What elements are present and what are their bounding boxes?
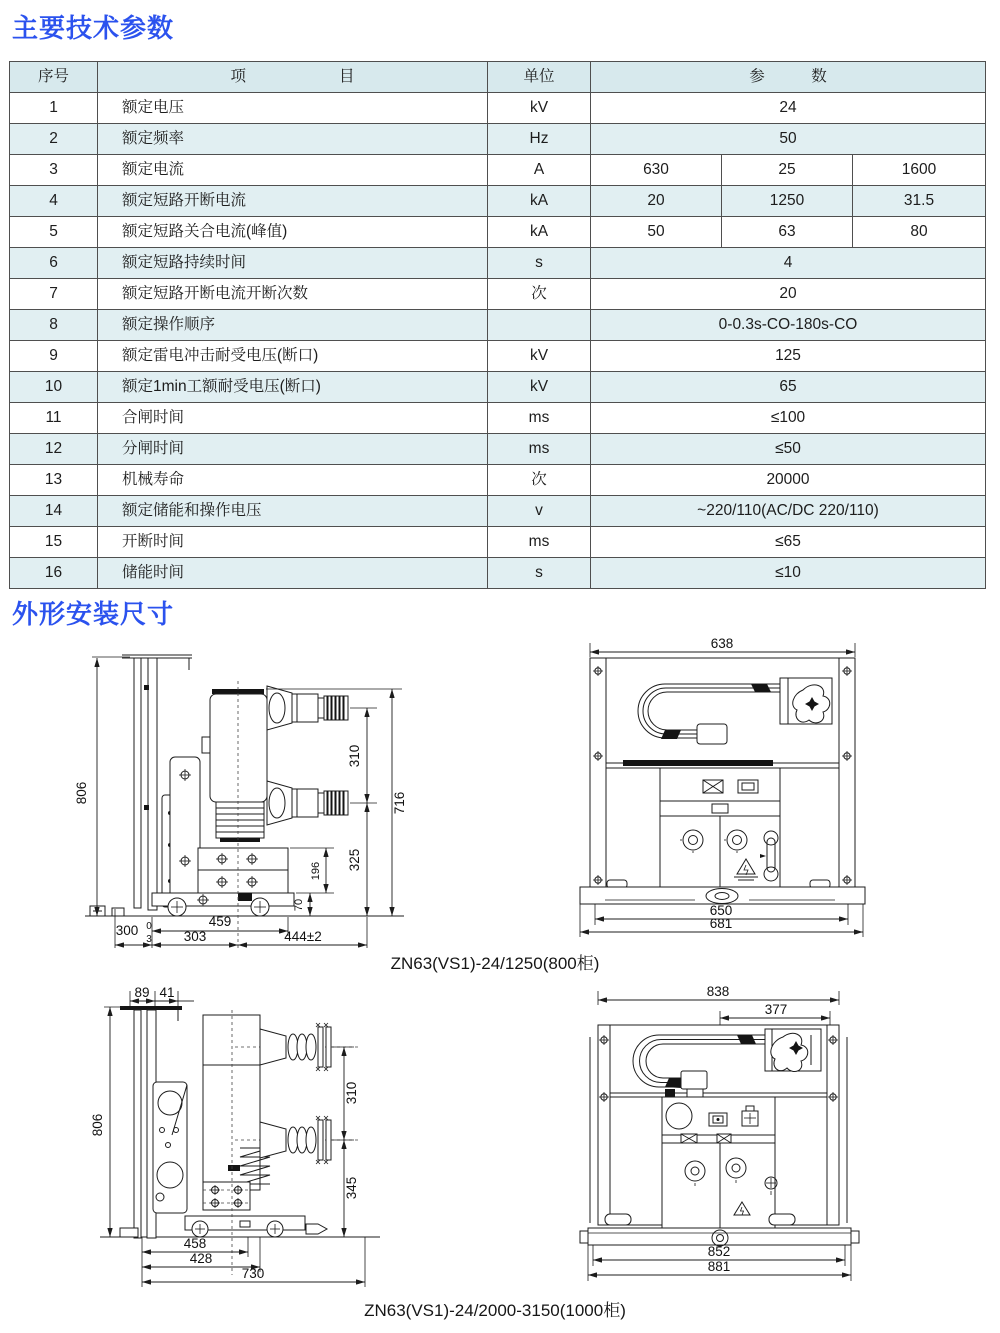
cell-value: ≤10: [591, 558, 986, 589]
cell-unit: kA: [488, 186, 591, 217]
table-row: [10, 124, 986, 155]
svg-text:303: 303: [183, 929, 207, 944]
svg-text:716: 716: [392, 791, 407, 815]
cell-value: 1250: [722, 186, 853, 217]
table-row: [10, 558, 986, 589]
drawing-1000-side-view: [90, 985, 500, 1295]
header-unit: 单位: [488, 62, 591, 93]
cell-unit: ms: [488, 403, 591, 434]
svg-text:806: 806: [90, 1113, 105, 1137]
cell-value: ≤50: [591, 434, 986, 465]
svg-text:325: 325: [347, 848, 362, 872]
cell-value: ~220/110(AC/DC 220/110): [591, 496, 986, 527]
cell-unit: 次: [488, 279, 591, 310]
cell-item: 额定电流: [98, 155, 488, 186]
cell-no: 9: [10, 341, 98, 372]
svg-text:681: 681: [709, 916, 733, 931]
cell-no: 2: [10, 124, 98, 155]
dimension-top: [590, 638, 855, 657]
plug-assembly: [765, 1029, 821, 1072]
cell-value: 25: [722, 155, 853, 186]
cell-value: ≤100: [591, 403, 986, 434]
table-row: [10, 496, 986, 527]
cell-item: 额定1min工额耐受电压(断口): [98, 372, 488, 403]
svg-text:881: 881: [707, 1259, 731, 1274]
cell-unit: 次: [488, 465, 591, 496]
cell-unit: A: [488, 155, 591, 186]
cell-unit: ms: [488, 527, 591, 558]
drawing-800-side-view: [70, 645, 470, 950]
svg-text:650: 650: [709, 903, 733, 918]
cell-item: 额定储能和操作电压: [98, 496, 488, 527]
cell-value: 65: [591, 372, 986, 403]
svg-text:196: 196: [310, 861, 322, 881]
svg-text:428: 428: [189, 1251, 213, 1266]
svg-text:0: 0: [146, 921, 152, 932]
svg-text:310: 310: [347, 744, 362, 768]
plug-assembly: [780, 678, 832, 724]
cell-no: 11: [10, 403, 98, 434]
svg-text:459: 459: [208, 914, 232, 929]
base-truck: [185, 1216, 327, 1237]
cell-no: 12: [10, 434, 98, 465]
cell-item: 分闸时间: [98, 434, 488, 465]
dimension-bottom: [580, 903, 863, 937]
cell-unit: s: [488, 248, 591, 279]
table-row: [10, 403, 986, 434]
table-row: [10, 155, 986, 186]
cell-item: 额定电压: [98, 93, 488, 124]
bolted-box: [198, 848, 288, 893]
lower-bushing: [267, 781, 348, 825]
svg-text:444±2: 444±2: [284, 929, 322, 944]
cell-value: 0-0.3s-CO-180s-CO: [591, 310, 986, 341]
cell-unit: kA: [488, 217, 591, 248]
mounting-mast: [120, 1006, 187, 1238]
cell-no: 6: [10, 248, 98, 279]
cell-no: 13: [10, 465, 98, 496]
wheel: [251, 898, 269, 916]
cell-no: 10: [10, 372, 98, 403]
wheel: [168, 898, 186, 916]
cell-value: 50: [591, 124, 986, 155]
parameters-table: [9, 61, 986, 589]
cell-value: 630: [591, 155, 722, 186]
lower-bushing: [260, 1116, 331, 1164]
wheel: [267, 1221, 283, 1237]
svg-text:852: 852: [707, 1244, 731, 1259]
cell-no: 16: [10, 558, 98, 589]
cell-no: 15: [10, 527, 98, 558]
svg-text:730: 730: [241, 1266, 265, 1281]
cell-value: 20: [591, 279, 986, 310]
cell-no: 14: [10, 496, 98, 527]
cell-item: 额定短路开断电流开断次数: [98, 279, 488, 310]
cell-item: 机械寿命: [98, 465, 488, 496]
header-param: 参 数: [591, 62, 986, 93]
section-title-dimensions: 外形安装尺寸: [12, 599, 175, 629]
dimension-bottom: [588, 1244, 851, 1281]
cell-no: 1: [10, 93, 98, 124]
cell-value: 4: [591, 248, 986, 279]
cell-item: 额定短路开断电流: [98, 186, 488, 217]
cell-no: 5: [10, 217, 98, 248]
svg-text:838: 838: [706, 985, 730, 999]
cell-value: 31.5: [853, 186, 986, 217]
cell-value: ≤65: [591, 527, 986, 558]
table-row: [10, 341, 986, 372]
breaker-pole-body: [202, 689, 267, 842]
breaker-front-panel: [662, 1097, 777, 1228]
svg-text:70: 70: [293, 898, 305, 912]
cell-value: 80: [853, 217, 986, 248]
cell-value: 20: [591, 186, 722, 217]
cell-unit: kV: [488, 341, 591, 372]
mounting-mast: [90, 655, 200, 916]
section-title-parameters: 主要技术参数: [12, 13, 175, 43]
header-no: 序号: [10, 62, 98, 93]
drawing-800-front-view: [565, 638, 895, 938]
cell-no: 4: [10, 186, 98, 217]
cell-value: 24: [591, 93, 986, 124]
cell-item: 额定操作顺序: [98, 310, 488, 341]
svg-text:638: 638: [710, 638, 734, 651]
svg-text:300: 300: [115, 923, 139, 938]
svg-text:345: 345: [344, 1176, 359, 1200]
table-row: [10, 527, 986, 558]
svg-text:310: 310: [344, 1081, 359, 1105]
breaker-front-panel: [660, 768, 780, 887]
upper-bushing: [260, 1023, 331, 1071]
table-row: [10, 310, 986, 341]
svg-text:458: 458: [183, 1236, 207, 1251]
cell-item: 储能时间: [98, 558, 488, 589]
upper-bushing: [267, 686, 348, 730]
cell-item: 开断时间: [98, 527, 488, 558]
table-header-row: [10, 62, 986, 93]
svg-text:89: 89: [134, 985, 150, 1000]
cell-unit: kV: [488, 372, 591, 403]
table-row: [10, 372, 986, 403]
cell-value: 50: [591, 217, 722, 248]
bolted-box: [203, 1182, 250, 1210]
cell-item: 额定雷电冲击耐受电压(断口): [98, 341, 488, 372]
cell-unit: kV: [488, 93, 591, 124]
cell-unit: Hz: [488, 124, 591, 155]
table-row: [10, 248, 986, 279]
cell-unit: ms: [488, 434, 591, 465]
cell-item: 额定频率: [98, 124, 488, 155]
cell-item: 合闸时间: [98, 403, 488, 434]
cell-no: 3: [10, 155, 98, 186]
caption-1000-cabinet: ZN63(VS1)-24/2000-3150(1000柜): [364, 1301, 626, 1320]
table-row: [10, 279, 986, 310]
cell-item: 额定短路持续时间: [98, 248, 488, 279]
cell-value: 63: [722, 217, 853, 248]
drawing-1000-front-view: [575, 985, 915, 1285]
table-row: [10, 465, 986, 496]
cell-value: 1600: [853, 155, 986, 186]
cell-unit: [488, 310, 591, 341]
caption-800-cabinet: ZN63(VS1)-24/1250(800柜): [390, 954, 600, 973]
base-truck: [152, 893, 294, 916]
svg-text:41: 41: [159, 985, 175, 1000]
table-row: [10, 186, 986, 217]
svg-text:806: 806: [74, 781, 89, 805]
param-table-body: [10, 93, 986, 589]
svg-text:3: 3: [146, 934, 152, 945]
cell-value: 125: [591, 341, 986, 372]
header-item: 项 目: [98, 62, 488, 93]
svg-text:377: 377: [764, 1002, 788, 1017]
cell-unit: v: [488, 496, 591, 527]
table-row: [10, 93, 986, 124]
wheel: [192, 1221, 208, 1237]
table-row: [10, 217, 986, 248]
table-row: [10, 434, 986, 465]
cell-unit: s: [488, 558, 591, 589]
cell-item: 额定短路关合电流(峰值): [98, 217, 488, 248]
cell-value: 20000: [591, 465, 986, 496]
cell-no: 8: [10, 310, 98, 341]
cell-no: 7: [10, 279, 98, 310]
